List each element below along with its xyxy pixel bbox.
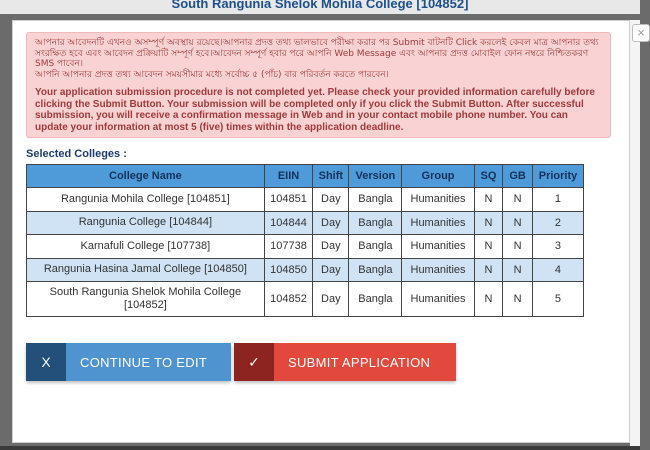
cell-group: Humanities: [402, 282, 474, 317]
cell-shift: Day: [313, 235, 349, 259]
cell-priority: 3: [532, 235, 583, 259]
cell-sq: N: [474, 258, 503, 282]
cell-group: Humanities: [402, 188, 474, 212]
cell-group: Humanities: [402, 258, 474, 282]
table-row: [27, 282, 584, 317]
col-version: Version: [349, 165, 402, 188]
cell-gb: N: [503, 258, 533, 282]
checkmark-icon: ✓: [234, 343, 274, 381]
submit-application-button[interactable]: [234, 343, 456, 381]
cell-eiin: 104844: [264, 211, 313, 235]
warning-alert: [26, 32, 611, 138]
alert-english-text: Your application submission procedure is not completed yet. Please check your provided information carefully before clicking the Submit Button. Your submission will be completed only if you click the Submit Button. After successful submission, you will receive a confirmation message in Web and in your contact mobile phone number. You can update your information at most 5 (five) times within the application deadline.: [35, 87, 595, 133]
cell-priority: 2: [532, 211, 583, 235]
table-row: [27, 235, 584, 259]
cell-eiin: 107738: [264, 235, 313, 259]
cell-sq: N: [474, 282, 503, 317]
x-icon: X: [26, 343, 66, 381]
cell-sq: N: [474, 211, 503, 235]
col-eiin: EIIN: [264, 165, 313, 188]
table-row: [27, 258, 584, 282]
cell-eiin: 104852: [264, 282, 313, 317]
continue-to-edit-button[interactable]: [26, 343, 231, 381]
cell-eiin: 104850: [264, 258, 313, 282]
cell-version: Bangla: [349, 188, 402, 212]
cell-eiin: 104851: [264, 188, 313, 212]
cell-gb: N: [503, 235, 533, 259]
cell-sq: N: [474, 235, 503, 259]
cell-shift: Day: [313, 211, 349, 235]
cell-college-name: Rangunia Hasina Jamal College [104850]: [27, 258, 265, 282]
cell-gb: N: [503, 211, 533, 235]
col-gb: GB: [503, 165, 533, 188]
cell-gb: N: [503, 282, 533, 317]
col-group: Group: [402, 165, 474, 188]
cell-shift: Day: [313, 188, 349, 212]
cell-sq: N: [474, 188, 503, 212]
table-row: [27, 211, 584, 235]
cell-shift: Day: [313, 258, 349, 282]
col-shift: Shift: [313, 165, 349, 188]
continue-to-edit-label: CONTINUE TO EDIT: [66, 343, 231, 381]
cell-college-name: South Rangunia Shelok Mohila College [104852]: [27, 282, 265, 317]
cell-group: Humanities: [402, 211, 474, 235]
cell-group: Humanities: [402, 235, 474, 259]
cell-version: Bangla: [349, 211, 402, 235]
cell-priority: 1: [532, 188, 583, 212]
selected-colleges-table: [26, 164, 584, 317]
col-college-name: College Name: [27, 165, 265, 188]
cell-college-name: Rangunia College [104844]: [27, 211, 265, 235]
cell-priority: 5: [532, 282, 583, 317]
cell-shift: Day: [313, 282, 349, 317]
backdrop-right-strip: [630, 20, 640, 450]
cell-version: Bangla: [349, 235, 402, 259]
alert-bangla-text-2: আপনি আপনার প্রদত্ত তথ্য আবেদন সময়সীমার মধ্যে সর্বোচ্চ ৫ (পাঁচ) বার পরিবর্তন করতে পারবেন।: [35, 69, 389, 80]
submit-application-label: SUBMIT APPLICATION: [274, 343, 456, 381]
cell-college-name: Karnafuli College [107738]: [27, 235, 265, 259]
cell-version: Bangla: [349, 258, 402, 282]
table-row: [27, 188, 584, 212]
col-sq: SQ: [474, 165, 503, 188]
alert-bangla-text: আপনার আবেদনটি এখনও অসম্পূর্ণ অবস্থায় রয়েছে।আপনার প্রদত্ত তথ্য ভালভাবে পরীক্ষা করার পর Submit বাটনটি Click করলেই কেবল মাত্র আপনার তথ্য সংরক্ষিত হবে এবং আবেদন প্রক্রিয়াটি সম্পূর্ণ হবে।আবেদন সম্পূর্ণ হবার পরে আপনি Web Message এবং আপনার প্রদত্ত মোবাইল ফোন নম্বরে নিশ্চিতকরণ SMS পাবেন।: [35, 38, 599, 69]
page-bottom-bar: [0, 446, 640, 450]
table-header-row: [27, 165, 584, 188]
cell-version: Bangla: [349, 282, 402, 317]
cell-college-name: Rangunia Mohila College [104851]: [27, 188, 265, 212]
close-icon[interactable]: ×: [632, 24, 650, 42]
section-title: Selected Colleges :: [26, 148, 127, 160]
col-priority: Priority: [532, 165, 583, 188]
cell-gb: N: [503, 188, 533, 212]
cell-priority: 4: [532, 258, 583, 282]
application-modal: [12, 20, 645, 443]
backdrop-header: [0, 0, 640, 14]
backdrop-title: South Rangunia Shelok Mohila College [104852]: [171, 0, 469, 11]
